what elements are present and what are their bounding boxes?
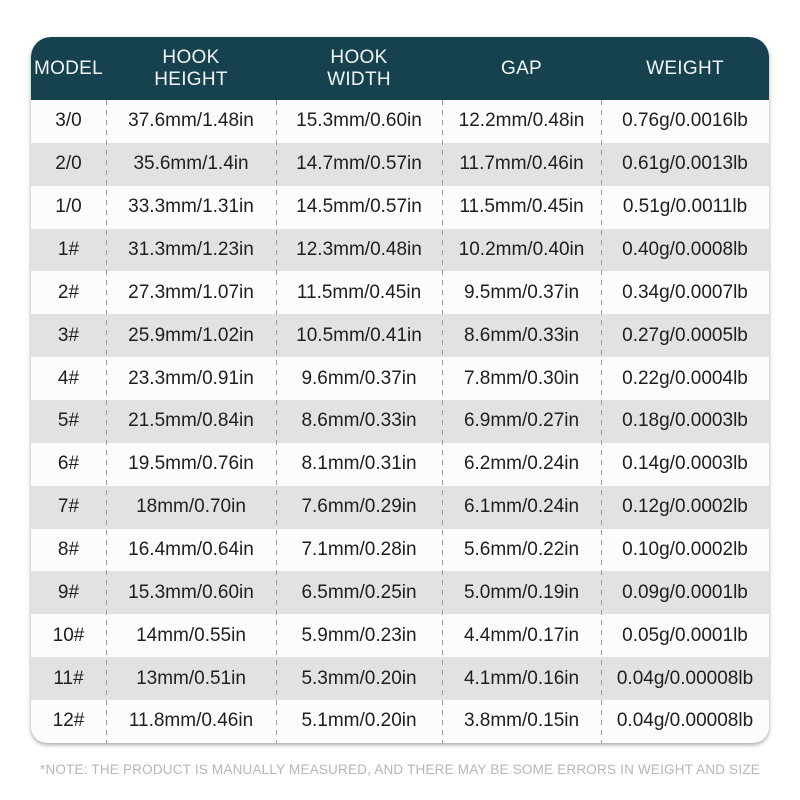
cell-gap: 5.0mm/0.19in [463, 581, 580, 603]
cell-hook-height: 25.9mm/1.02in [128, 324, 254, 346]
column-divider [442, 100, 443, 743]
cell-weight: 0.61g/0.0013lb [622, 153, 748, 175]
cell-gap: 11.7mm/0.46in [459, 153, 584, 175]
table-row [31, 357, 769, 400]
cell-model: 6# [57, 453, 80, 475]
cell-gap: 9.5mm/0.37in [463, 281, 580, 303]
cell-model: 2# [57, 281, 80, 303]
column-header-hook-height [106, 37, 276, 100]
cell-model: 11# [53, 667, 84, 689]
cell-hook-height: 27.3mm/1.07in [128, 281, 254, 303]
cell-model: 4# [57, 367, 80, 389]
column-header-hook-width-label: HOOK WIDTH [327, 46, 391, 90]
cell-model: 3# [57, 324, 80, 346]
cell-model: 8# [57, 539, 80, 561]
cell-hook-width: 12.3mm/0.48in [296, 239, 422, 260]
cell-gap: 7.8mm/0.30in [463, 367, 580, 389]
cell-gap: 5.6mm/0.22in [463, 539, 580, 561]
cell-hook-width: 14.5mm/0.57in [296, 196, 422, 218]
cell-hook-width: 10.5mm/0.41in [296, 324, 422, 346]
spec-table [31, 37, 769, 743]
column-header-weight-label: WEIGHT [646, 57, 724, 79]
cell-hook-height: 16.4mm/0.64in [128, 539, 254, 561]
cell-weight: 0.04g/0.00008lb [616, 667, 754, 689]
cell-hook-width: 6.5mm/0.25in [301, 581, 417, 603]
cell-model: 1/0 [55, 196, 82, 218]
cell-hook-width: 8.1mm/0.31in [301, 453, 417, 475]
cell-hook-height: 23.3mm/0.91in [128, 367, 254, 389]
cell-weight: 0.05g/0.0001lb [622, 624, 748, 646]
cell-hook-width: 5.9mm/0.23in [301, 624, 417, 646]
cell-model: 3/0 [55, 110, 82, 132]
cell-hook-height: 35.6mm/1.4in [133, 153, 249, 175]
cell-weight: 0.34g/0.0007lb [622, 281, 748, 303]
cell-hook-height: 19.5mm/0.76in [128, 453, 254, 475]
table-row [31, 271, 769, 314]
column-header-model-label: MODEL [33, 57, 104, 79]
cell-gap: 4.1mm/0.16in [463, 667, 580, 689]
cell-weight: 0.10g/0.0002lb [622, 539, 748, 561]
cell-model: 10# [52, 624, 85, 646]
table-body [31, 100, 769, 743]
table-header [31, 37, 769, 100]
table-row [31, 186, 769, 229]
cell-gap: 3.8mm/0.15in [463, 710, 580, 732]
cell-hook-height: 21.5mm/0.84in [128, 410, 254, 432]
column-header-gap-label: GAP [500, 57, 543, 79]
table-row [31, 529, 769, 572]
table-row [31, 229, 769, 272]
cell-weight: 0.76g/0.0016lb [622, 110, 748, 132]
cell-hook-width: 5.1mm/0.20in [301, 710, 417, 732]
cell-model: 7# [57, 496, 80, 518]
table-row [31, 143, 769, 186]
cell-hook-height: 37.6mm/1.48in [128, 110, 254, 132]
cell-gap: 6.9mm/0.27in [463, 410, 580, 432]
cell-weight: 0.04g/0.00008lb [616, 710, 754, 732]
table-row [31, 571, 769, 614]
column-header-gap [442, 37, 601, 100]
table-row [31, 614, 769, 657]
cell-gap: 4.4mm/0.17in [463, 624, 580, 646]
cell-weight: 0.14g/0.0003lb [622, 453, 748, 475]
cell-weight: 0.09g/0.0001lb [622, 581, 748, 603]
table-row [31, 400, 769, 443]
cell-hook-width: 15.3mm/0.60in [296, 110, 422, 132]
cell-hook-width: 7.1mm/0.28in [301, 539, 417, 561]
cell-model: 5# [57, 410, 80, 432]
cell-hook-width: 7.6mm/0.29in [301, 496, 417, 518]
cell-hook-height: 11.8mm/0.46in [128, 710, 254, 732]
cell-model: 1# [57, 239, 80, 260]
footnote: *NOTE: THE PRODUCT IS MANUALLY MEASURED, AND THERE MAY BE SOME ERRORS IN WEIGHT AND SIZE [40, 762, 760, 777]
cell-hook-width: 11.5mm/0.45in [296, 281, 422, 303]
column-divider [106, 100, 107, 743]
cell-model: 12# [52, 710, 85, 732]
cell-gap: 6.1mm/0.24in [463, 496, 580, 518]
column-header-model [31, 37, 106, 100]
cell-gap: 8.6mm/0.33in [463, 324, 580, 346]
cell-hook-height: 33.3mm/1.31in [128, 196, 254, 218]
table-row [31, 100, 769, 143]
cell-weight: 0.51g/0.0011lb [622, 196, 748, 218]
cell-gap: 6.2mm/0.24in [463, 453, 580, 475]
column-header-hook-height-label: HOOK HEIGHT [154, 46, 228, 90]
table-row [31, 657, 769, 700]
cell-model: 2/0 [55, 153, 82, 175]
cell-hook-width: 5.3mm/0.20in [301, 667, 417, 689]
cell-hook-height: 15.3mm/0.60in [128, 581, 254, 603]
column-header-hook-width [276, 37, 442, 100]
cell-gap: 12.2mm/0.48in [458, 110, 585, 132]
cell-weight: 0.12g/0.0002lb [622, 496, 748, 518]
table-row [31, 443, 769, 486]
column-divider [601, 100, 602, 743]
table-row [31, 700, 769, 743]
cell-hook-width: 14.7mm/0.57in [296, 153, 422, 175]
cell-hook-height: 18mm/0.70in [136, 496, 246, 518]
column-header-weight [601, 37, 769, 100]
cell-weight: 0.27g/0.0005lb [622, 324, 748, 346]
cell-hook-height: 13mm/0.51in [136, 667, 246, 689]
cell-gap: 10.2mm/0.40in [458, 239, 585, 260]
cell-gap: 11.5mm/0.45in [459, 196, 584, 218]
cell-hook-height: 31.3mm/1.23in [128, 239, 254, 260]
cell-hook-width: 9.6mm/0.37in [301, 367, 417, 389]
cell-weight: 0.22g/0.0004lb [622, 367, 748, 389]
cell-hook-height: 14mm/0.55in [136, 624, 246, 646]
column-divider [276, 100, 277, 743]
cell-weight: 0.40g/0.0008lb [622, 239, 748, 260]
cell-weight: 0.18g/0.0003lb [622, 410, 748, 432]
cell-hook-width: 8.6mm/0.33in [301, 410, 417, 432]
cell-model: 9# [57, 581, 80, 603]
table-row [31, 486, 769, 529]
table-row [31, 314, 769, 357]
